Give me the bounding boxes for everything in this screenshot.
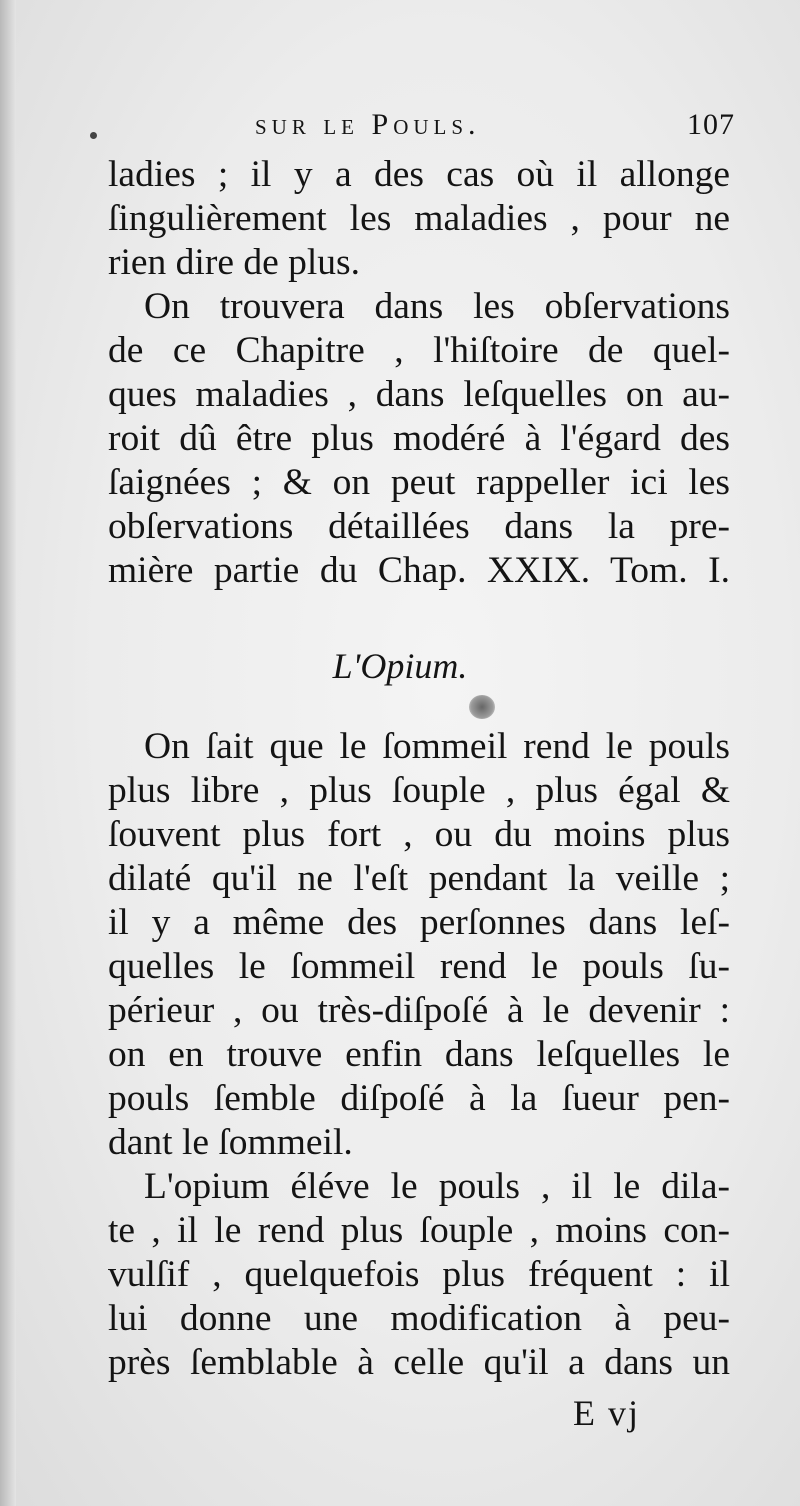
text-line: ſingulièrement les maladies , pour ne [108,198,730,239]
text-line: L'opium éléve le pouls , il le dila- [144,1166,730,1207]
running-head [255,108,735,148]
paragraph-observations [108,285,730,593]
text-line: ques maladies , dans leſquelles on au- [108,374,730,415]
text-line: On ſait que le ſommeil rend le pouls [144,726,730,767]
text-line: te , il le rend plus ſouple , moins con- [108,1210,730,1251]
text-line: vulſif , quelquefois plus fréquent : il [108,1254,730,1295]
text-line: périeur , ou très-diſpoſé à le devenir : [108,990,730,1031]
signature-mark: E vj [573,1393,640,1433]
paragraph-opium [108,1165,730,1385]
text-line: dilaté qu'il ne l'eſt pendant la veille ; [108,858,730,899]
ink-dot [90,132,97,139]
text-line: roit dû être plus modéré à l'égard des [108,418,730,459]
text-line: plus libre , plus ſouple , plus égal & [108,770,730,811]
text-line: ſouvent plus fort , ou du moins plus [108,814,730,855]
text-line: pouls ſemble diſpoſé à la ſueur pen- [108,1078,730,1119]
text-line: ſaignées ; & on peut rappeller ici les [108,462,730,503]
text-line: On trouvera dans les obſervations [144,286,730,327]
page-number: 107 [687,108,735,141]
paragraph-sleep [108,725,730,1165]
text-line: dant le ſommeil. [108,1122,353,1163]
text-line: ladies ; il y a des cas où il allonge [108,154,730,195]
text-line: près ſemblable à celle qu'il a dans un [108,1342,730,1383]
text-line: lui donne une modification à peu- [108,1298,730,1339]
text-line: mière partie du Chap. XXIX. Tom. I. [108,550,730,591]
text-line: de ce Chapitre , l'hiſtoire de quel- [108,330,730,371]
text-line: il y a même des perſonnes dans leſ- [108,902,730,943]
text-line: on en trouve enfin dans leſquelles le [108,1034,730,1075]
paragraph-continuation [108,153,730,285]
running-head-title: sur le Pouls. [255,108,481,141]
text-line: rien dire de plus. [108,242,361,283]
section-heading: L'Opium. [332,646,468,686]
text-line: quelles le ſommeil rend le pouls ſu- [108,946,730,987]
text-line: obſervations détaillées dans la pre- [108,506,730,547]
ink-blot [469,695,495,719]
page-gutter-shadow [0,0,16,1506]
